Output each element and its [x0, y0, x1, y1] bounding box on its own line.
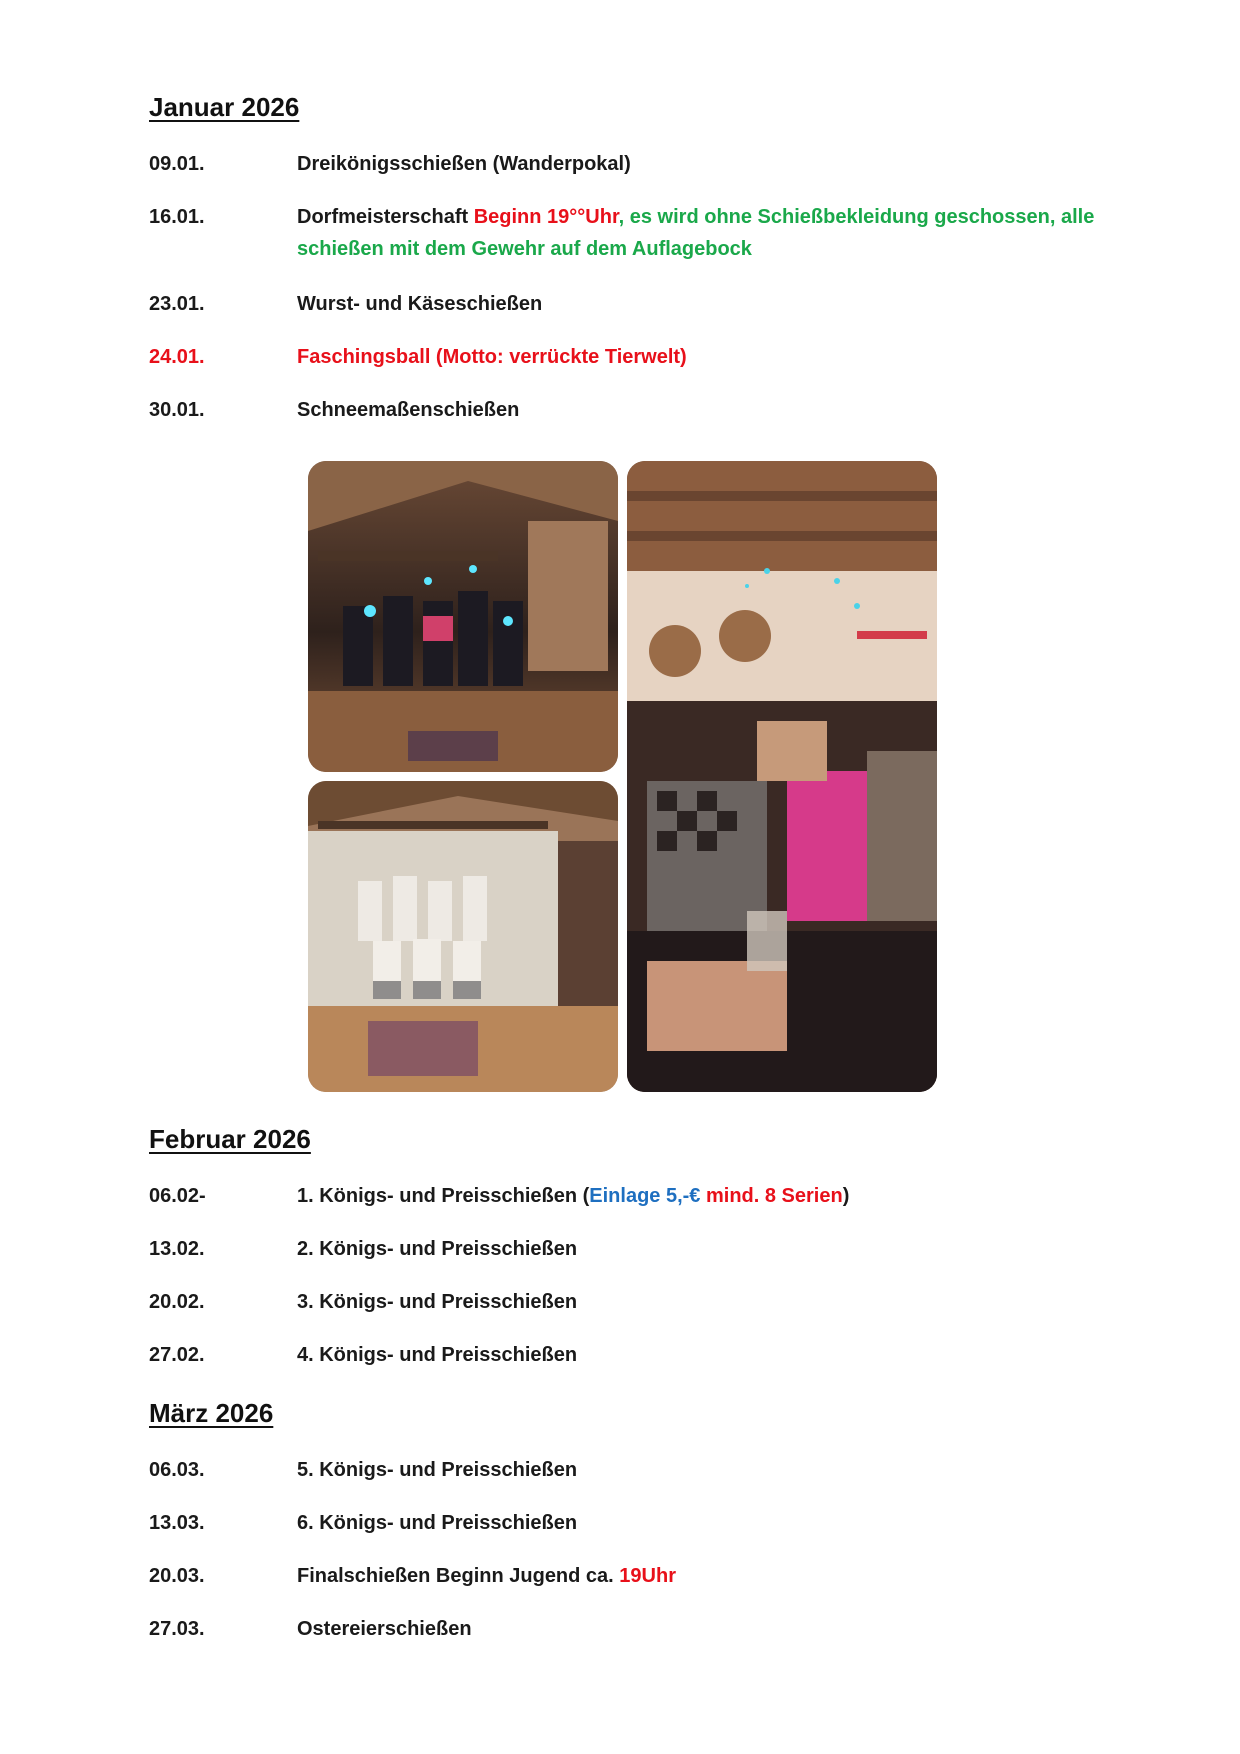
event-requirement: mind. 8 Serien: [700, 1185, 843, 1207]
event-text: Dreikönigsschießen (Wanderpokal): [297, 153, 631, 175]
event-date: 13.02.: [149, 1238, 205, 1260]
event-start-time: 19Uhr: [619, 1565, 676, 1587]
event-text: Faschingsball (Motto: verrückte Tierwelt): [297, 346, 687, 368]
event-text-part: Finalschießen Beginn Jugend ca.: [297, 1565, 620, 1587]
event-date: 30.01.: [149, 399, 205, 421]
event-text-part: Dorfmeisterschaft: [297, 206, 474, 228]
section-title-january: Januar 2026: [149, 92, 300, 122]
event-text: [297, 1560, 1097, 1592]
event-text: 3. Königs- und Preisschießen: [297, 1291, 578, 1313]
event-fee: Einlage 5,-€: [589, 1185, 701, 1207]
event-text-part: 1. Königs- und Preisschießen (: [297, 1185, 590, 1207]
section-title-february: Februar 2026: [149, 1124, 311, 1154]
event-text: Wurst- und Käseschießen: [297, 293, 543, 315]
event-date: 20.02.: [149, 1291, 205, 1313]
event-date: 23.01.: [149, 293, 205, 315]
event-start-time: Beginn 19°°Uhr: [473, 206, 619, 228]
event-text: Ostereierschießen: [297, 1618, 472, 1640]
event-text: Schneemaßenschießen: [297, 399, 520, 421]
event-date: 13.03.: [149, 1512, 205, 1534]
photo-group-sitting: [308, 781, 618, 1092]
event-date: 06.03.: [149, 1459, 205, 1481]
event-text-part: ): [842, 1185, 850, 1207]
event-date: 09.01.: [149, 153, 205, 175]
event-text: 6. Königs- und Preisschießen: [297, 1512, 578, 1534]
event-date: 16.01.: [149, 206, 205, 228]
event-text: 4. Königs- und Preisschießen: [297, 1344, 578, 1366]
event-text: [297, 201, 1097, 265]
photo-dance-group-lights: [308, 461, 618, 772]
event-text: [297, 1180, 1097, 1212]
event-date: 20.03.: [149, 1565, 205, 1587]
event-text: 2. Königs- und Preisschießen: [297, 1238, 578, 1260]
event-note: , es wird ohne Schießbekleidung geschossen, alle schießen mit dem Gewehr auf dem Auflagebock: [297, 206, 1095, 260]
event-date: 06.02-: [149, 1185, 206, 1207]
event-date: 27.02.: [149, 1344, 205, 1366]
event-date: 24.01.: [149, 346, 205, 368]
event-date: 27.03.: [149, 1618, 205, 1640]
event-text: 5. Königs- und Preisschießen: [297, 1459, 578, 1481]
section-title-march: März 2026: [149, 1398, 274, 1428]
photo-party-crowd: [627, 461, 937, 1092]
